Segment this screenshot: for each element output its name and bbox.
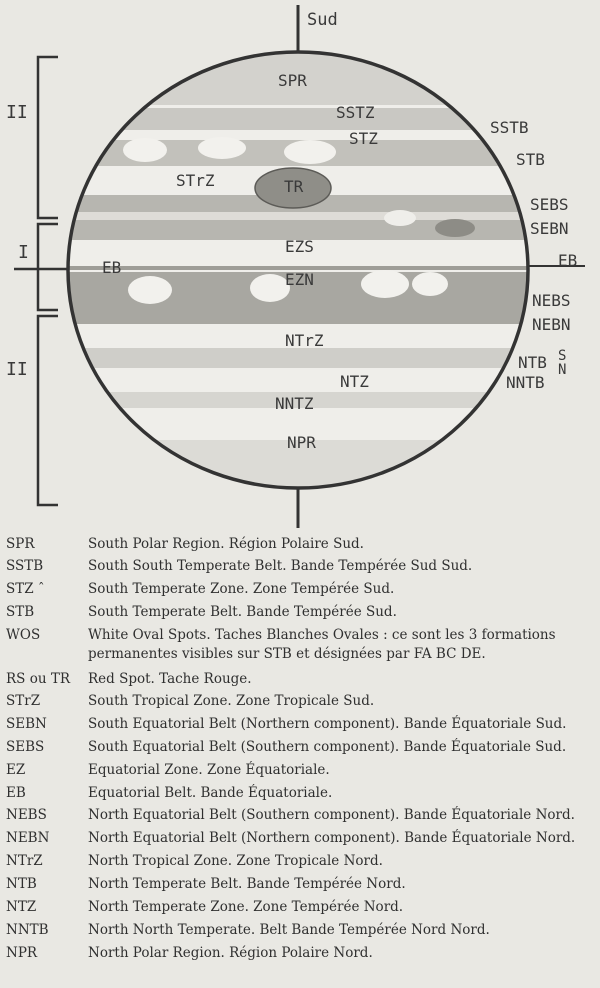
legend-abbreviation: SPR (6, 536, 35, 552)
legend-description: South Tropical Zone. Zone Tropicale Sud. (88, 693, 375, 709)
legend-description: South Temperate Belt. Bande Tempérée Sud. (88, 604, 397, 620)
legend-description: South Equatorial Belt (Northern component). Bande Équatoriale Sud. (88, 716, 567, 732)
label-ntb: NTB (518, 353, 547, 372)
legend-abbreviation: WOS (6, 627, 41, 643)
legend-abbreviation: STrZ (6, 693, 41, 709)
legend-abbreviation: RS ou TR (6, 671, 70, 687)
label-sebs: SEBS (530, 195, 569, 214)
legend-abbreviation: EB (6, 785, 26, 801)
label-eb-right: EB (558, 251, 578, 270)
legend-description: South Equatorial Belt (Southern component). Bande Équatoriale Sud. (88, 739, 567, 755)
legend-description: White Oval Spots. Taches Blanches Ovales : ce sont les 3 formations permanentes visibles sur STB et désignées par FA BC DE. (88, 627, 556, 662)
label-sstb: SSTB (490, 118, 529, 137)
bracket-label-north: II (6, 359, 28, 380)
legend-description: North Polar Region. Région Polaire Nord. (88, 945, 373, 961)
neb-plume-2 (250, 274, 290, 302)
bracket-I (38, 224, 58, 310)
legend-description: South South Temperate Belt. Bande Tempérée Sud Sud. (88, 558, 473, 574)
legend-description: North Tropical Zone. Zone Tropicale Nord. (88, 853, 383, 869)
legend-abbreviation: SEBN (6, 716, 47, 732)
label-nebs: NEBS (532, 291, 571, 310)
legend-abbreviation: NTB (6, 876, 37, 892)
ntb-belt (60, 348, 540, 368)
label-ntb-s: S (558, 348, 567, 364)
seb-spot-2 (435, 219, 475, 237)
seb-light-lane (60, 212, 540, 220)
bracket-label-south: II (6, 102, 28, 123)
legend-abbreviation: NNTB (6, 922, 49, 938)
wos-oval-1 (123, 138, 167, 162)
legend-description: North North Temperate. Belt Bande Tempérée Nord Nord. (88, 922, 490, 938)
bracket-north-II (38, 316, 58, 505)
seb-spot-1 (384, 210, 416, 226)
label-ntb-n: N (558, 362, 567, 378)
region-brackets (38, 57, 58, 505)
legend-abbreviation: EZ (6, 762, 26, 778)
label-stz: STZ (349, 129, 378, 148)
legend-abbreviation: SEBS (6, 739, 45, 755)
legend-abbreviation: STZ ˆ (6, 581, 45, 597)
legend-description: Equatorial Zone. Zone Équatoriale. (88, 762, 330, 778)
label-nntz: NNTZ (275, 394, 314, 413)
label-stb: STB (516, 150, 545, 169)
legend-abbreviation: NEBS (6, 807, 47, 823)
label-ntz: NTZ (340, 372, 369, 391)
bracket-label-i: I (18, 242, 29, 263)
label-sebn: SEBN (530, 219, 569, 238)
wos-oval-2 (198, 137, 246, 159)
label-nebn: NEBN (532, 315, 571, 334)
legend-abbreviation: NEBN (6, 830, 50, 846)
label-spr: SPR (278, 71, 307, 90)
label-sstz: SSTZ (336, 103, 375, 122)
legend-description: North Temperate Zone. Zone Tempérée Nord. (88, 899, 404, 915)
wos-oval-3 (284, 140, 336, 164)
legend-description: North Temperate Belt. Bande Tempérée Nord. (88, 876, 406, 892)
legend-description: Equatorial Belt. Bande Équatoriale. (88, 785, 333, 801)
neb-plume-3 (361, 270, 409, 298)
legend-description: South Polar Region. Région Polaire Sud. (88, 536, 364, 552)
legend-abbreviation: NTrZ (6, 853, 43, 869)
neb-plume-1 (128, 276, 172, 304)
legend-abbreviation: NTZ (6, 899, 37, 915)
legend-abbreviation: NPR (6, 945, 38, 961)
label-ezn: EZN (285, 270, 314, 289)
sud-label: Sud (307, 10, 338, 30)
label-ezs: EZS (285, 237, 314, 256)
legend-abbreviation: STB (6, 604, 35, 620)
label-strz: STrZ (176, 171, 215, 190)
label-tr: TR (284, 177, 304, 196)
neb-plume-4 (412, 272, 448, 296)
legend-description: South Temperate Zone. Zone Tempérée Sud. (88, 581, 395, 597)
legend-abbreviation: SSTB (6, 558, 44, 574)
label-ntrz: NTrZ (285, 331, 324, 350)
legend-description: Red Spot. Tache Rouge. (88, 671, 252, 687)
label-npr: NPR (287, 433, 316, 452)
bracket-south-II (38, 57, 58, 218)
label-eb-left: EB (102, 258, 122, 277)
label-nntb: NNTB (506, 373, 545, 392)
legend-description: North Equatorial Belt (Southern component). Bande Équatoriale Nord. (88, 807, 575, 823)
legend-description: North Equatorial Belt (Northern component). Bande Équatoriale Nord. (88, 830, 576, 846)
